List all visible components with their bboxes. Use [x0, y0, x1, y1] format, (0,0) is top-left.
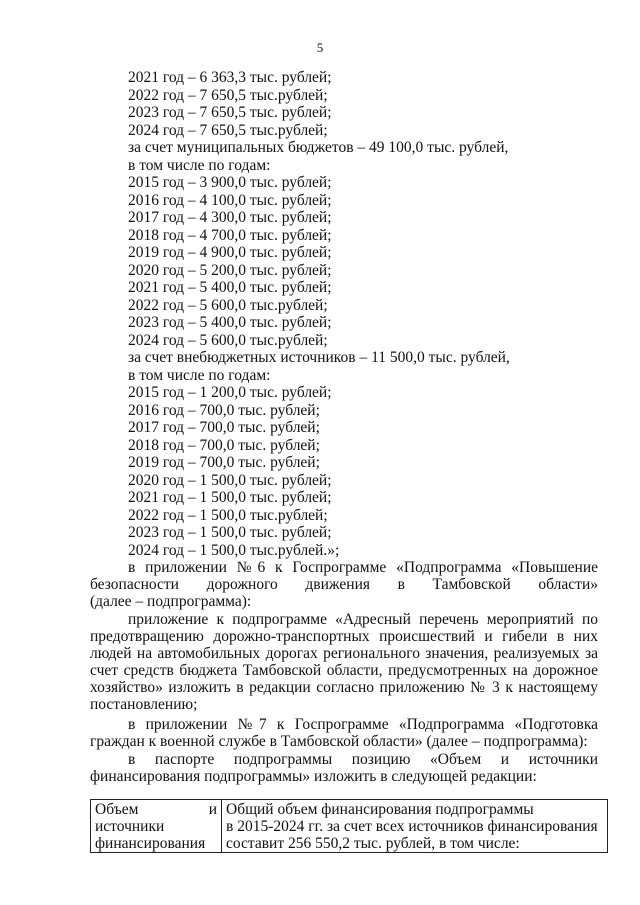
cell-line: Объем и: [95, 801, 217, 818]
text-line: 2020 год – 1 500,0 тыс. рублей;: [128, 471, 332, 489]
cell-line: Общий объем финансирования подпрограммы: [226, 801, 534, 818]
paragraph-line: счет средств бюджета Тамбовской области, предусмотренных на дорожное: [90, 662, 598, 679]
cell-line: в 2015-2024 гг. за счет всех источников финансирования: [226, 818, 598, 835]
paragraph-line: предотвращению дорожно-транспортных происшествий и гибели в них: [90, 628, 598, 645]
paragraph-line: в приложении №6 к Госпрограмме «Подпрограмма «Повышение: [128, 559, 598, 576]
paragraph-line: граждан к военной службе в Тамбовской области» (далее – подпрограмма):: [90, 733, 588, 750]
text-line: 2019 год – 700,0 тыс. рублей;: [128, 454, 320, 471]
text-line: в том числе по годам:: [128, 366, 271, 384]
text-line: 2024 год – 5 600,0 тыс.рублей;: [128, 331, 328, 349]
table-row: [91, 800, 608, 853]
paragraph-line: в приложении №7 к Госпрограмме «Подпрограмма «Подготовка: [128, 716, 598, 733]
text-line: в том числе по годам:: [128, 156, 271, 174]
text-line: за счет муниципальных бюджетов – 49 100,0 тыс. рублей,: [128, 139, 509, 156]
paragraph-passport: [90, 751, 598, 785]
table-cell-value: [222, 800, 608, 853]
text-line: 2022 год – 5 600,0 тыс.рублей;: [128, 296, 328, 314]
text-line: 2020 год – 5 200,0 тыс. рублей;: [128, 261, 332, 279]
financing-table: [90, 799, 608, 853]
text-line: 2017 год – 700,0 тыс. рублей;: [128, 419, 320, 436]
text-line: 2018 год – 4 700,0 тыс. рублей;: [128, 226, 332, 244]
paragraph-line: в паспорте подпрограммы позицию «Объем и источники: [128, 751, 598, 768]
text-line: 2021 год – 1 500,0 тыс. рублей;: [128, 489, 332, 506]
text-line: 2019 год – 4 900,0 тыс. рублей;: [128, 244, 332, 261]
text-line: 2021 год – 5 400,0 тыс. рублей;: [128, 279, 332, 296]
text-line: за счет внебюджетных источников – 11 500,0 тыс. рублей,: [128, 349, 510, 366]
cell-line: финансирования: [95, 835, 206, 852]
paragraph-address-list: [90, 611, 598, 713]
text-line: 2016 год – 4 100,0 тыс. рублей;: [128, 191, 332, 209]
text-line: 2022 год – 7 650,5 тыс.рублей;: [128, 86, 328, 104]
text-line: 2017 год – 4 300,0 тыс. рублей;: [128, 209, 332, 226]
table-cell-label: [91, 800, 222, 853]
text-line: 2015 год – 1 200,0 тыс. рублей;: [128, 384, 332, 401]
paragraph-line: безопасности дорожного движения в Тамбовской области»: [90, 576, 598, 593]
text-line: 2015 год – 3 900,0 тыс. рублей;: [128, 174, 332, 191]
paragraph-line: финансирования подпрограммы» изложить в следующей редакции:: [90, 768, 537, 785]
paragraph-line: (далее – подпрограмма):: [90, 593, 252, 610]
paragraph-line: хозяйство» изложить в редакции согласно приложению № 3 к настоящему: [90, 679, 598, 696]
text-line: 2016 год – 700,0 тыс. рублей;: [128, 401, 320, 419]
paragraph-line: людей на автомобильных дорогах регионального значения, реализуемых за: [90, 645, 598, 662]
paragraph-line: приложение к подпрограмме «Адресный перечень мероприятий по: [128, 611, 598, 628]
text-line: 2023 год – 1 500,0 тыс. рублей;: [128, 524, 332, 541]
paragraph-line: постановлению;: [90, 696, 198, 713]
text-line: 2024 год – 7 650,5 тыс.рублей;: [128, 121, 328, 139]
text-line: 2021 год – 6 363,3 тыс. рублей;: [128, 69, 332, 86]
paragraph-appendix-7: [90, 716, 598, 750]
cell-line: источники: [95, 818, 165, 835]
text-line: 2024 год – 1 500,0 тыс.рублей.»;: [128, 541, 340, 559]
cell-line: составит 256 550,2 тыс. рублей, в том числе:: [226, 835, 520, 852]
paragraph-appendix-6: [90, 559, 598, 610]
text-line: 2023 год – 7 650,5 тыс. рублей;: [128, 104, 332, 121]
text-line: 2018 год – 700,0 тыс. рублей;: [128, 436, 320, 454]
page-number: 5: [316, 40, 324, 55]
text-line: 2023 год – 5 400,0 тыс. рублей;: [128, 314, 332, 331]
text-line: 2022 год – 1 500,0 тыс.рублей;: [128, 506, 328, 524]
